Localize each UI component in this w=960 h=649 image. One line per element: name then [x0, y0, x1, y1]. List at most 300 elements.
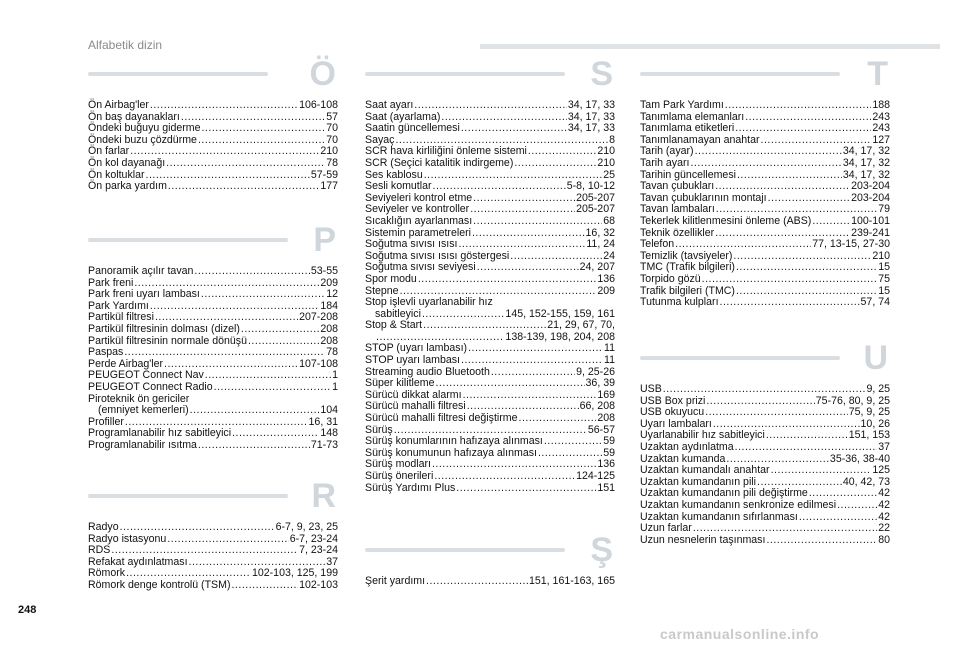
entry-list: [640, 384, 890, 546]
index-entry: [88, 100, 338, 112]
entry-term: Panoramik açılır tavan: [88, 265, 194, 277]
entry-pages: 59: [603, 435, 615, 448]
dot-leader: [695, 146, 842, 158]
dot-leader: [538, 448, 602, 460]
entry-term: Tarih (ayar): [640, 145, 694, 158]
entry-term: Uzaktan kumandanın senkronize edilmesi: [640, 498, 837, 511]
index-entry: [640, 384, 890, 396]
entry-pages: 102-103, 125, 199: [251, 567, 338, 580]
dot-leader: [231, 580, 298, 592]
entry-pages: 239-241: [851, 226, 890, 239]
dot-leader: [456, 483, 596, 495]
entry-term: Tanımlama etiketleri: [640, 122, 735, 135]
entry-term: Ön parka yardım: [88, 180, 167, 193]
index-entry: [88, 336, 338, 348]
index-entry: [365, 239, 615, 251]
entry-pages: 104: [320, 404, 338, 417]
entry-term: Ön farlar: [88, 145, 130, 158]
dot-leader: [473, 193, 575, 205]
index-entry: [365, 123, 615, 135]
entry-term: USB Box prizi: [640, 394, 706, 407]
index-section-u: [640, 339, 890, 546]
index-entry: [88, 405, 338, 417]
dot-leader: [124, 347, 325, 359]
entry-term: Sürücü dikkat alarmı: [365, 388, 462, 401]
entry-term: Saat ayarı: [365, 99, 414, 111]
entry-term: Partikül filtresinin dolması (dizel): [88, 322, 240, 335]
index-entry: [640, 535, 890, 547]
entry-term: Perde Airbag'ler: [88, 357, 164, 370]
index-entry: [88, 347, 338, 359]
dot-leader: [693, 523, 877, 535]
entry-pages: 78: [326, 346, 338, 359]
entry-term: sabitleyici: [375, 307, 421, 320]
section-heading: [640, 339, 890, 378]
entry-pages: 203-204: [851, 180, 890, 193]
section-letter: Ö: [309, 55, 336, 93]
entry-pages: 71-73: [310, 438, 338, 451]
entry-term: Tavan çubuklarının montajı: [640, 191, 767, 204]
entry-term: Programlanabilir hız sabitleyici: [88, 427, 232, 440]
entry-term: Stop & Start: [365, 319, 423, 332]
entry-pages: 205-207: [576, 191, 615, 204]
entry-pages: 34, 17, 32: [842, 156, 890, 169]
entry-pages: 42: [878, 487, 890, 500]
entry-term: STOP (uyarı lambası): [365, 342, 468, 355]
dot-leader: [432, 459, 596, 471]
index-entry: [88, 440, 338, 452]
entry-pages: 106-108: [299, 99, 338, 111]
entry-term: Soğutma sıvısı ısısı: [365, 238, 458, 251]
entry-term: Park freni: [88, 276, 134, 289]
entry-pages: 15: [878, 284, 890, 297]
entry-term: Tarihin güncellemesi: [640, 168, 736, 181]
dot-leader: [181, 112, 325, 124]
dot-leader: [150, 100, 298, 112]
dot-leader: [733, 251, 871, 263]
index-entry: [365, 158, 615, 170]
index-entry: [365, 413, 615, 425]
entry-term: Seviyeleri kontrol etme: [365, 191, 473, 204]
entry-term: Temizlik (tavsiyeler): [640, 249, 733, 262]
index-entry: [365, 483, 615, 495]
dot-leader: [491, 367, 575, 379]
dot-leader: [705, 407, 848, 419]
dot-leader: [418, 274, 596, 286]
dot-leader: [528, 146, 596, 158]
dot-leader: [434, 471, 575, 483]
entry-term: Uzaktan aydınlatma: [640, 440, 734, 453]
entry-list: [88, 266, 338, 452]
entry-pages: 57: [326, 110, 338, 123]
entry-pages: 6-7, 23-24: [289, 532, 338, 545]
entry-term: Sistemin parametreleri: [365, 226, 471, 239]
entry-term: Uzaktan kumandanın sıfırlanması: [640, 510, 798, 523]
entry-term: Teknik özellikler: [640, 226, 715, 239]
dot-leader: [702, 274, 878, 286]
index-entry: [640, 523, 890, 535]
dot-leader: [166, 158, 325, 170]
index-entry: [640, 181, 890, 193]
entry-term: Uzun nesnelerin taşınması: [640, 533, 766, 546]
dot-leader: [544, 436, 602, 448]
index-entry: [88, 382, 338, 394]
entry-term: Sürüş: [365, 423, 393, 436]
index-section-sh: [365, 531, 615, 588]
entry-pages: 6-7, 9, 23, 25: [275, 521, 338, 533]
entry-term: Park Yardımı: [88, 299, 149, 312]
entry-term: Tanımlanamayan anahtar: [640, 133, 760, 146]
dot-leader: [745, 112, 871, 124]
dot-leader: [768, 193, 851, 205]
entry-pages: 124-125: [576, 470, 615, 482]
dot-leader: [706, 396, 814, 408]
entry-pages: 151: [597, 481, 615, 494]
section-heading: [640, 55, 890, 94]
section-letter: U: [863, 339, 888, 377]
entry-pages: 37: [878, 440, 890, 453]
entry-pages: 16, 32: [585, 226, 615, 239]
dot-leader: [458, 239, 585, 251]
entry-pages: 24, 207: [579, 261, 615, 274]
section-heading: [88, 221, 338, 260]
dot-leader: [120, 522, 275, 534]
entry-pages: 53-55: [310, 265, 338, 277]
entry-term: Uyarlanabilir hız sabitleyici: [640, 429, 765, 442]
dot-leader: [214, 382, 331, 394]
entry-term: Stepne: [365, 284, 399, 297]
entry-term: Saatin güncellemesi: [365, 122, 460, 135]
entry-pages: 209: [597, 284, 615, 297]
entry-pages: 75-76, 80, 9, 25: [815, 394, 890, 407]
index-entry: [640, 297, 890, 309]
entry-pages: 107-108: [299, 357, 338, 370]
entry-term: Sürüş konumunun hafızaya alınması: [365, 446, 537, 459]
entry-term: Uzaktan kumandanın pili değiştirme: [640, 487, 808, 500]
entry-pages: 36, 39: [585, 377, 615, 390]
entry-term: Sesli komutlar: [365, 180, 432, 193]
entry-pages: 208: [320, 322, 338, 335]
dot-leader: [736, 262, 877, 274]
entry-term: Radyo istasyonu: [88, 532, 167, 545]
page-header-title: Alfabetik dizin: [88, 38, 163, 52]
entry-term: Sürüş konumlarının hafızaya alınması: [365, 435, 543, 448]
entry-term: Öndeki buğuyu giderme: [88, 122, 201, 135]
entry-pages: 15: [878, 261, 890, 274]
entry-pages: 210: [597, 156, 615, 169]
entry-term: Sürüş Yardımı Plus: [365, 481, 456, 494]
entry-term: Saat (ayarlama): [365, 110, 441, 123]
entry-pages: 57-59: [310, 168, 338, 181]
entry-pages: 243: [872, 122, 890, 135]
entry-term: Sürüş modları: [365, 458, 431, 471]
entry-pages: 79: [878, 203, 890, 216]
entry-term: PEUGEOT Connect Nav: [88, 369, 204, 382]
entry-term: SCR hava kirliliğini önleme sistemi: [365, 145, 527, 158]
section-letter: Ş: [590, 531, 613, 569]
entry-term: Römork denge kontrolü (TSM): [88, 578, 231, 591]
entry-pages: 42: [878, 498, 890, 511]
index-entry: [365, 181, 615, 193]
index-entry: [88, 181, 338, 193]
entry-pages: 7, 23-24: [299, 544, 338, 557]
index-section-r: [88, 477, 338, 592]
index-entry: [365, 471, 615, 483]
index-entry: [640, 442, 890, 454]
dot-leader: [519, 413, 597, 425]
dot-leader: [414, 100, 567, 112]
entry-pages: 9, 25-26: [576, 365, 615, 378]
entry-list: [88, 100, 338, 193]
entry-pages: 80: [878, 533, 890, 546]
entry-term: Uzaktan kumandanın pili: [640, 475, 757, 488]
entry-list: [88, 522, 338, 592]
index-entry: [88, 158, 338, 170]
index-entry: [365, 100, 615, 112]
entry-pages: 203-204: [851, 191, 890, 204]
entry-term: Sürücü mahalli filtresi değiştirme: [365, 412, 518, 425]
entry-term: SCR (Seçici katalitik indirgeme): [365, 156, 514, 169]
entry-term: STOP uyarı lambası: [365, 354, 460, 367]
page-number: 248: [18, 604, 37, 616]
entry-pages: 243: [872, 110, 890, 123]
watermark-text: carmanualsonline.info: [660, 626, 820, 642]
dot-leader: [441, 112, 567, 124]
entry-term: (emniyet kemerleri): [98, 404, 189, 417]
entry-pages: 5-8, 10-12: [566, 180, 615, 193]
dot-leader: [241, 324, 319, 336]
entry-term: Römork: [88, 567, 126, 580]
entry-pages: 125: [872, 464, 890, 477]
entry-term: Spor modu: [365, 272, 417, 285]
entry-term: Ses kablosu: [365, 168, 423, 181]
entry-pages: 188: [872, 99, 890, 111]
dot-leader: [461, 123, 567, 135]
index-entry: [365, 297, 615, 309]
entry-pages: 8: [609, 133, 615, 146]
index-section-o: [88, 55, 338, 193]
entry-pages: 34, 17, 33: [567, 110, 615, 123]
section-letter: S: [590, 55, 613, 93]
entry-term: Tavan çubukları: [640, 180, 715, 193]
dot-leader: [201, 123, 325, 135]
entry-pages: 136: [597, 272, 615, 285]
dot-leader: [201, 289, 325, 301]
entry-pages: 25: [603, 168, 615, 181]
entry-pages: 34, 17, 33: [567, 99, 615, 111]
entry-pages: 210: [597, 145, 615, 158]
entry-term: Paspas: [88, 346, 124, 359]
entry-term: TMC (Trafik bilgileri): [640, 261, 735, 274]
dot-leader: [812, 216, 850, 228]
entry-pages: 169: [597, 388, 615, 401]
entry-pages: 210: [872, 249, 890, 262]
entry-term: Telefon: [640, 238, 675, 251]
dot-leader: [766, 430, 848, 442]
dot-leader: [472, 228, 585, 240]
dot-leader: [725, 100, 872, 112]
entry-term: Süper kilitleme: [365, 377, 435, 390]
section-heading: [365, 55, 615, 94]
entry-pages: 127: [872, 133, 890, 146]
dot-leader: [422, 309, 504, 321]
entry-pages: 151, 161-163, 165: [528, 575, 615, 587]
dot-leader: [799, 512, 877, 524]
entry-pages: 40, 42, 73: [842, 475, 890, 488]
entry-term: Tavan lambaları: [640, 203, 715, 216]
entry-pages: 205-207: [576, 203, 615, 216]
index-entry: [640, 100, 890, 112]
entry-pages: 209: [320, 276, 338, 289]
index-entry: [640, 465, 890, 477]
entry-pages: 68: [603, 214, 615, 227]
entry-pages: 138-139, 198, 204, 208: [505, 330, 615, 343]
section-letter: T: [867, 55, 888, 93]
dot-leader: [737, 170, 842, 182]
entry-term: PEUGEOT Connect Radio: [88, 380, 213, 393]
entry-pages: 34, 17, 32: [842, 168, 890, 181]
dot-leader: [735, 442, 878, 454]
entry-term: Programlanabilir ısıtma: [88, 438, 197, 451]
index-section-p: [88, 221, 338, 452]
entry-term: USB: [640, 383, 662, 395]
entry-pages: 184: [320, 299, 338, 312]
index-entry: [88, 580, 338, 592]
entry-pages: 12: [326, 288, 338, 301]
entry-term: Partikül filtresi: [88, 311, 154, 324]
dot-leader: [468, 343, 603, 355]
entry-pages: 75: [878, 272, 890, 285]
entry-pages: 66, 208: [579, 400, 615, 413]
entry-term: Streaming audio Bluetooth: [365, 365, 490, 378]
dot-leader: [473, 216, 602, 228]
entry-term: Tam Park Yardımı: [640, 99, 724, 111]
entry-term: Soğutma sıvısı seviyesi: [365, 261, 476, 274]
entry-term: Soğutma sıvısı ısısı göstergesi: [365, 249, 510, 262]
entry-pages: 102-103: [299, 578, 338, 591]
index-entry: [88, 266, 338, 278]
entry-pages: 208: [320, 334, 338, 347]
dot-leader: [168, 181, 319, 193]
entry-term: Profiller: [88, 415, 124, 428]
dot-leader: [514, 158, 596, 170]
entry-pages: 151, 153: [848, 429, 890, 442]
entry-pages: 56-57: [587, 423, 615, 436]
dot-leader: [720, 297, 860, 309]
header-rule: [480, 44, 940, 49]
entry-list: [365, 576, 615, 588]
entry-term: Stop işlevli uyarlanabilir hız: [365, 296, 493, 309]
entry-term: RDS: [88, 544, 111, 557]
section-heading: [88, 477, 338, 516]
entry-term: Partikül filtresinin normale dönüşü: [88, 334, 247, 347]
entry-pages: 11, 24: [586, 238, 615, 251]
dot-leader: [771, 465, 872, 477]
entry-pages: 78: [326, 156, 338, 169]
index-entry: [640, 500, 890, 512]
section-heading: [88, 55, 338, 94]
index-entry: [365, 274, 615, 286]
entry-term: Şerit yardımı: [365, 575, 426, 587]
dot-leader: [167, 534, 288, 546]
dot-leader: [198, 135, 325, 147]
dot-leader: [194, 266, 309, 278]
index-entry: [365, 216, 615, 228]
entry-term: Tutunma kulpları: [640, 296, 719, 309]
entry-pages: 42: [878, 510, 890, 523]
dot-leader: [766, 535, 877, 547]
entry-pages: 70: [326, 122, 338, 135]
entry-term: Uzaktan kumandalı anahtar: [640, 464, 770, 477]
dot-leader: [837, 500, 877, 512]
entry-term: Torpido gözü: [640, 272, 701, 285]
entry-term: Sürüş önerileri: [365, 470, 434, 482]
index-entry: [640, 216, 890, 228]
entry-pages: 208: [597, 412, 615, 425]
entry-pages: 136: [597, 458, 615, 471]
entry-pages: 207-208: [299, 311, 338, 324]
dot-leader: [477, 262, 579, 274]
index-entry: [365, 355, 615, 367]
entry-term: Tarih ayarı: [640, 156, 690, 169]
dot-leader: [190, 405, 320, 417]
entry-term: Uzaktan kumanda: [640, 452, 726, 465]
dot-leader: [146, 170, 310, 182]
entry-pages: 1: [332, 380, 338, 393]
entry-list: [365, 100, 615, 494]
entry-pages: 35-36, 38-40: [829, 452, 890, 465]
section-letter: R: [311, 477, 336, 515]
entry-term: Park freni uyarı lambası: [88, 288, 200, 301]
entry-term: Ön baş dayanakları: [88, 110, 180, 123]
section-heading: [365, 531, 615, 570]
dot-leader: [232, 428, 319, 440]
entry-term: Piroteknik ön gericiler: [88, 392, 190, 405]
entry-pages: 21, 29, 67, 70,: [547, 319, 615, 332]
dot-leader: [205, 370, 331, 382]
entry-pages: 75, 9, 25: [848, 406, 890, 419]
dot-leader: [463, 390, 597, 402]
entry-pages: 11: [604, 342, 615, 355]
dot-leader: [470, 204, 575, 216]
entry-pages: 16, 31: [308, 415, 338, 428]
entry-pages: 1: [332, 369, 338, 382]
entry-pages: 77, 13-15, 27-30: [812, 238, 890, 251]
entry-pages: 34, 17, 33: [567, 122, 615, 135]
dot-leader: [690, 158, 841, 170]
entry-list: [640, 100, 890, 309]
dot-leader: [433, 181, 566, 193]
entry-pages: 11: [604, 354, 615, 367]
entry-term: Ön Airbag'ler: [88, 99, 149, 111]
index-section-s: [365, 55, 615, 494]
entry-pages: 59: [603, 446, 615, 459]
dot-leader: [248, 336, 319, 348]
entry-term: Sayaç: [365, 133, 395, 146]
index-entry: [88, 324, 338, 336]
index-entry: [640, 158, 890, 170]
index-entry: [365, 576, 615, 588]
entry-term: Uzun farlar: [640, 522, 692, 535]
entry-term: Tanımlama elemanları: [640, 110, 745, 123]
entry-term: Sıcaklığın ayarlanması: [365, 214, 473, 227]
entry-pages: 9, 25: [866, 383, 890, 395]
index-entry: [640, 239, 890, 251]
entry-term: Radyo: [88, 521, 119, 533]
entry-pages: 145, 152-155, 159, 161: [505, 307, 615, 320]
entry-pages: 37: [326, 555, 338, 568]
index-entry: [640, 274, 890, 286]
